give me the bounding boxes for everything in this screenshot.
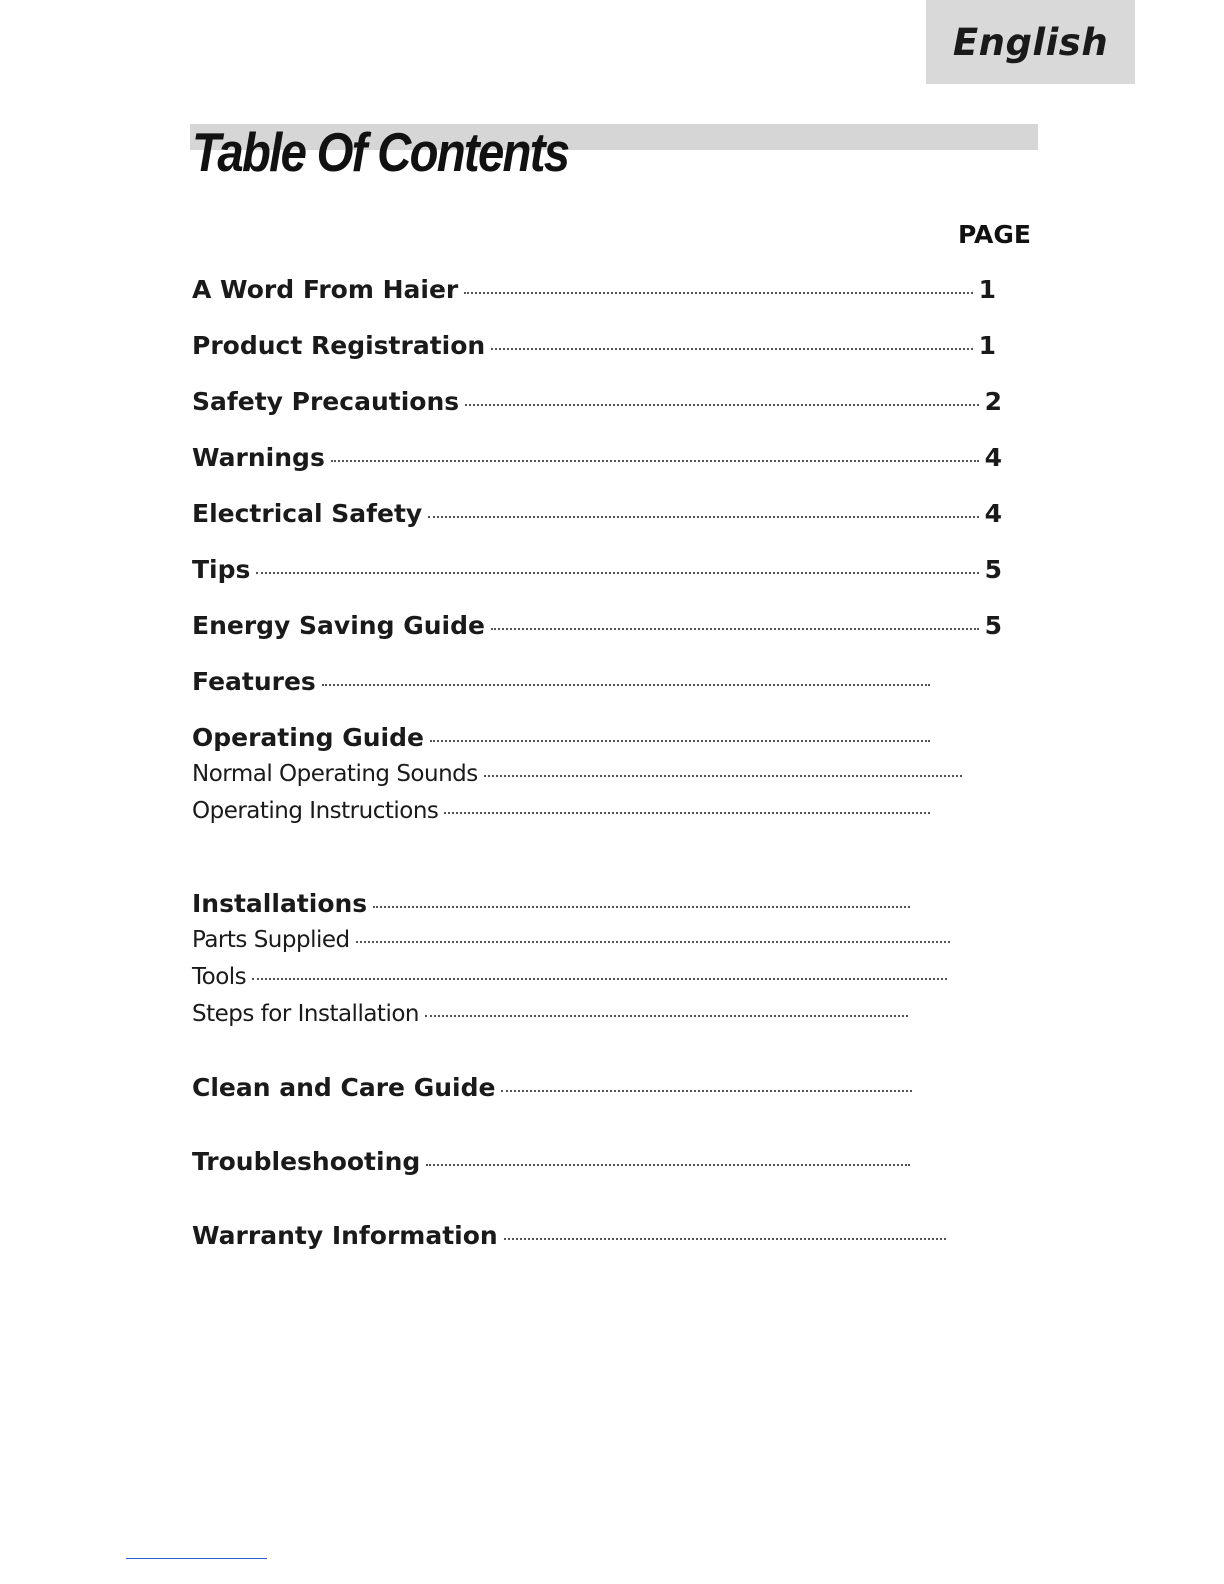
footer-rule — [126, 1558, 267, 1559]
toc-entry[interactable] — [192, 331, 996, 360]
toc-entry-label: Product Registration — [192, 331, 486, 360]
language-label: English — [952, 20, 1109, 64]
toc-entry[interactable] — [192, 443, 1002, 472]
leader-dots — [444, 812, 930, 814]
toc-entry[interactable] — [192, 555, 1002, 584]
toc-entry[interactable] — [192, 387, 1002, 416]
toc-subentry-label: Tools — [192, 964, 247, 990]
toc-entry-label: Electrical Safety — [192, 499, 423, 528]
language-tab — [926, 0, 1135, 84]
toc-entry[interactable] — [192, 1147, 932, 1176]
toc-entry[interactable] — [192, 723, 952, 752]
toc-entry-page: 4 — [984, 499, 1002, 528]
leader-dots — [428, 516, 978, 518]
toc-entry[interactable] — [192, 499, 1002, 528]
leader-dots — [465, 404, 978, 406]
toc-entry-page: 1 — [978, 275, 996, 304]
toc-entry[interactable] — [192, 611, 1002, 640]
toc-entry[interactable] — [192, 667, 952, 696]
leader-dots — [491, 348, 972, 350]
toc-entry-label: Safety Precautions — [192, 387, 460, 416]
toc-entry-label: Features — [192, 667, 316, 696]
toc-entry-page: 5 — [984, 611, 1002, 640]
leader-dots — [356, 941, 950, 943]
toc-entry-label: Troubleshooting — [192, 1147, 421, 1176]
leader-dots — [425, 1015, 908, 1017]
toc-subentry-label: Parts Supplied — [192, 927, 350, 953]
toc-subentry-label: Normal Operating Sounds — [192, 761, 478, 787]
toc-subentry-label: Operating Instructions — [192, 798, 439, 824]
leader-dots — [331, 460, 979, 462]
toc-entry-page: 2 — [984, 387, 1002, 416]
toc-entry-label: Energy Saving Guide — [192, 611, 485, 640]
leader-dots — [501, 1090, 912, 1092]
toc-entry-label: Tips — [192, 555, 251, 584]
toc-entry-label: A Word From Haier — [192, 275, 459, 304]
leader-dots — [252, 978, 947, 980]
toc-entry-label: Warranty Information — [192, 1221, 498, 1250]
toc-subentry[interactable] — [192, 1001, 930, 1027]
toc-entry[interactable] — [192, 1221, 968, 1250]
page-column-header: PAGE — [958, 220, 1031, 249]
toc-entry-label: Clean and Care Guide — [192, 1073, 496, 1102]
leader-dots — [322, 684, 930, 686]
leader-dots — [491, 628, 979, 630]
leader-dots — [504, 1238, 946, 1240]
toc-subentry[interactable] — [192, 761, 984, 787]
toc-entry[interactable] — [192, 275, 996, 304]
leader-dots — [430, 740, 930, 742]
leader-dots — [373, 906, 910, 908]
toc-entry-label: Operating Guide — [192, 723, 424, 752]
toc-entry[interactable] — [192, 889, 932, 918]
leader-dots — [484, 775, 962, 777]
toc-entry-label: Installations — [192, 889, 368, 918]
toc-entry-page: 4 — [984, 443, 1002, 472]
toc-entry-page: 5 — [984, 555, 1002, 584]
toc-subentry[interactable] — [192, 798, 952, 824]
toc-subentry-label: Steps for Installation — [192, 1001, 419, 1027]
leader-dots — [256, 572, 978, 574]
toc-entry-page: 1 — [978, 331, 996, 360]
leader-dots — [464, 292, 972, 294]
leader-dots — [426, 1164, 910, 1166]
page-title: Table Of Contents — [192, 121, 569, 183]
toc-entry-label: Warnings — [192, 443, 325, 472]
toc-subentry[interactable] — [192, 927, 972, 953]
toc-subentry[interactable] — [192, 964, 969, 990]
toc-entry[interactable] — [192, 1073, 934, 1102]
